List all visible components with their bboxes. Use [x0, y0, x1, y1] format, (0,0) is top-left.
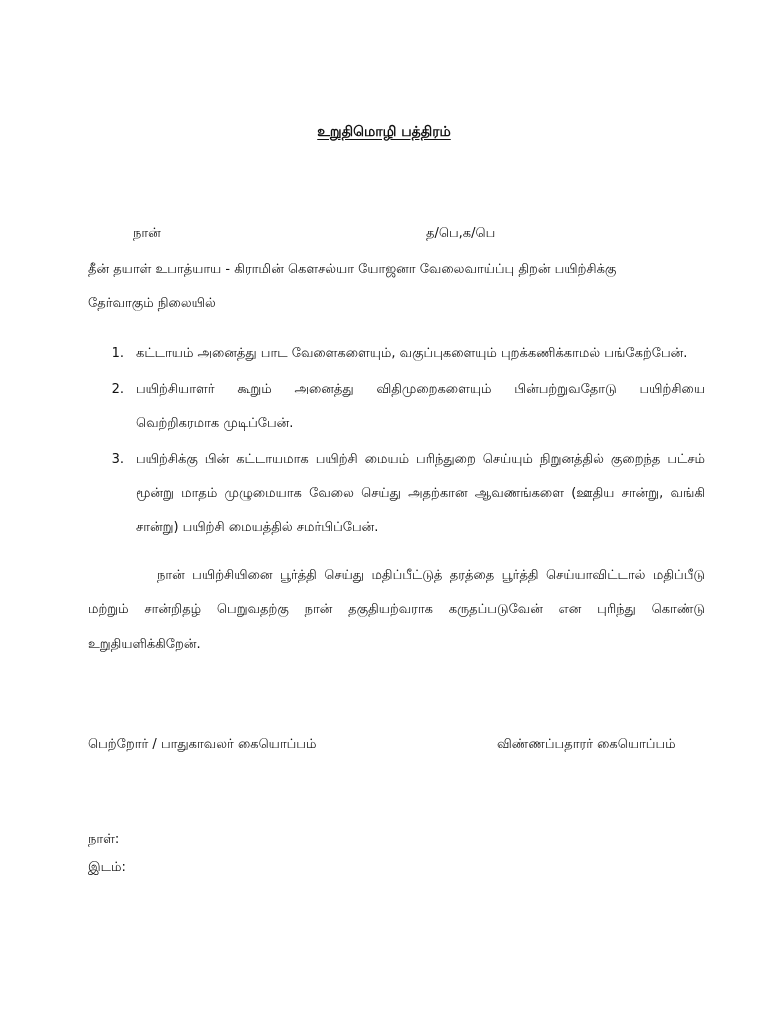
list-item-line: பயிற்சியாளர் கூறும் அனைத்து விதிமுறைகளையும் பின்பற்றுவதோடு பயிற்சியை [136, 382, 705, 397]
date-label: நாள்: [88, 832, 120, 847]
list-item-line: சான்று) பயிற்சி மையத்தில் சமர்பிப்பேன். [136, 520, 379, 535]
guardian-signature-label: பெற்றோர் / பாதுகாவலர் கையொப்பம் [88, 737, 317, 752]
list-item-number: 3. [111, 452, 124, 467]
list-item-line: கட்டாயம் அனைத்து பாட வேளைகளையும், வகுப்புகளையும் புறக்கணிக்காமல் பங்கேற்பேன். [136, 346, 688, 361]
document-title: உறுதிமொழி பத்திரம் [317, 124, 451, 140]
place-label: இடம்: [88, 860, 126, 875]
list-item-line: மூன்று மாதம் முழுமையாக வேலை செய்து அதற்கான ஆவணங்களை (ஊதிய சான்று, வங்கி [136, 486, 705, 501]
list-item-number: 1. [111, 346, 124, 361]
list-item-line: பயிற்சிக்கு பின் கட்டாயமாக பயிற்சி மையம் பரிந்துறை செய்யும் நிறுனத்தில் குறைந்த பட்சம் [136, 452, 705, 467]
applicant-signature-label: விண்ணப்பதாரர் கையொப்பம் [497, 737, 676, 752]
name-label: நான் [133, 226, 161, 241]
list-item-line: வெற்றிகரமாக முடிப்பேன். [136, 416, 294, 431]
declaration-line-2: மற்றும் சான்றிதழ் பெறுவதற்கு நான் தகுதியற்வராக கருதப்படுவேன் என புரிந்து கொண்டு [88, 602, 705, 617]
list-item-number: 2. [111, 382, 124, 397]
relation-label: த/பெ,க/பெ [426, 226, 496, 241]
intro-line-3: தேர்வாகும் நிலையில் [88, 296, 216, 311]
declaration-line-3: உறுதியளிக்கிறேன். [88, 637, 201, 652]
declaration-line-1: நான் பயிற்சியினை பூர்த்தி செய்து மதிப்பீட்டுத் தரத்தை பூர்த்தி செய்யாவிட்டால் மதிப்பீடு [157, 568, 705, 583]
intro-line-2: தீன் தயாள் உபாத்யாய - கிராமின் கௌசல்யா யோஜனா வேலைவாய்ப்பு திறன் பயிற்சிக்கு [88, 262, 617, 277]
